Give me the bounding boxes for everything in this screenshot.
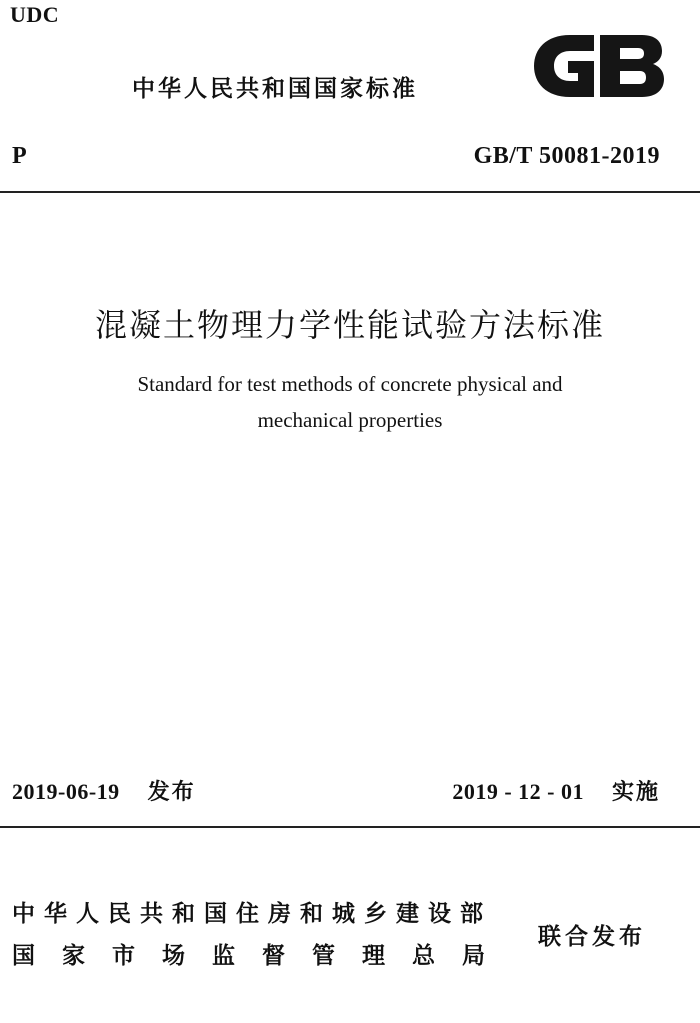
issuer-ministry: 中华人民共和国住房和城乡建设部 [12, 901, 492, 927]
effective-date-block [452, 775, 660, 806]
bottom-divider [0, 826, 700, 828]
issue-date: 2019-06-19 [12, 779, 120, 804]
chinese-title: 混凝土物理力学性能试验方法标准 [94, 306, 605, 344]
english-title-line2: mechanical properties [257, 408, 443, 432]
standard-number: GB/T 50081-2019 [473, 143, 660, 169]
issuer-administration: 国家市场监督管理总局 [12, 943, 512, 969]
joint-issue-label: 联合发布 [538, 924, 646, 950]
gb-logo [530, 33, 666, 99]
effective-label: 实施 [611, 780, 660, 805]
category-code: P [12, 143, 27, 169]
udc-label: UDC [10, 2, 60, 27]
national-standard-label: 中华人民共和国国家标准 [132, 76, 418, 102]
top-divider [0, 191, 700, 193]
english-title-line1: Standard for test methods of concrete physical and [137, 372, 563, 396]
issue-date-block [12, 775, 196, 806]
gb-logo-g-shape [534, 35, 594, 97]
issue-label: 发布 [147, 780, 196, 805]
effective-date: 2019 - 12 - 01 [452, 779, 584, 804]
gb-logo-b-shape [600, 35, 664, 97]
english-title [30, 366, 670, 438]
